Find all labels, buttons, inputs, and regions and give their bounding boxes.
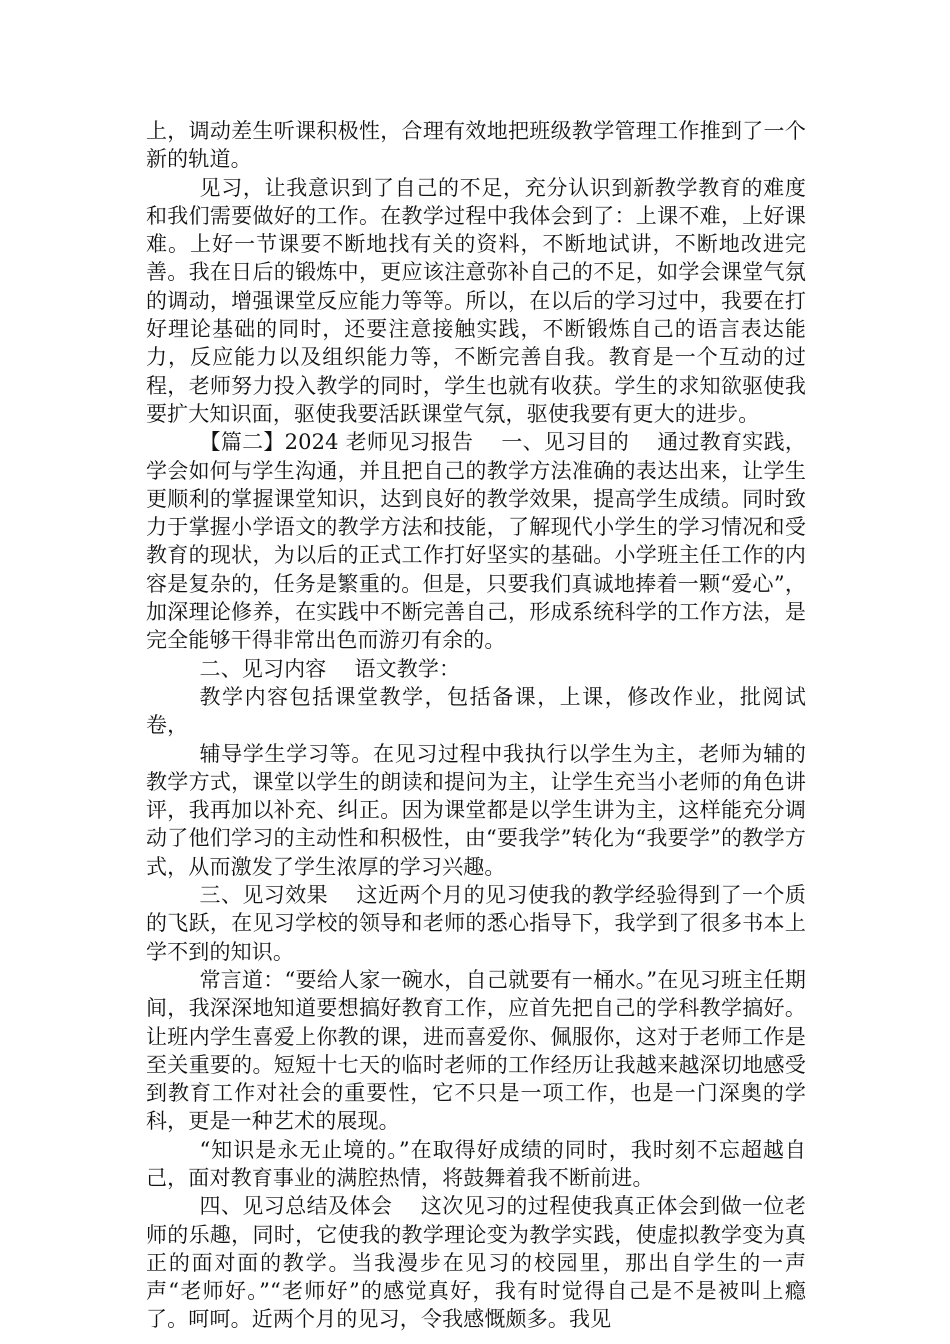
paragraph-7: 三、见习效果 这近两个月的见习使我的教学经验得到了一个质的飞跃，在见习学校的领导和老师的悉心指导下，我学到了很多书本上学不到的知识。 xyxy=(146,883,806,964)
paragraph-8: 常言道：“要给人家一碗水，自己就要有一桶水。”在见习班主任期间，我深深地知道要想搞好教育工作，应首先把自己的学科教学搞好。让班内学生喜爱上你教的课，进而喜爱你、佩服你，这对于老师工作是至关重要的。短短十七天的临时老师的工作经历让我越来越深切地感受到教育工作对社会的重要性，它不只是一项工作，也是一门深奥的学科，更是一种艺术的展现。 xyxy=(146,967,806,1134)
paragraph-9: “知识是永无止境的。”在取得好成绩的同时，我时刻不忘超越自己，面对教育事业的满腔热情，将鼓舞着我不断前进。 xyxy=(146,1137,806,1190)
paragraph-1: 上，调动差生听课积极性，合理有效地把班级教学管理工作推到了一个新的轨道。 xyxy=(146,119,806,172)
paragraph-5: 教学内容包括课堂教学，包括备课，上课，修改作业，批阅试卷， xyxy=(146,684,806,738)
paragraph-3: 【篇二】2024 老师见习报告 一、见习目的 通过教育实践，学会如何与学生沟通，并且把自己的教学方法准确的表达出来，让学生更顺利的掌握课堂知识，达到良好的教学效果，提高学生成绩。同时致力于掌握小学语文的教学方法和技能，了解现代小学生的学习情况和受教育的现状，为以后的正式工作打好坚实的基础。小学班主任工作的内容是复杂的，任务是繁重的。但是，只要我们真诚地捧着一颗“爱心”，加深理论修养，在实践中不断完善自己，形成系统科学的工作方法，是完全能够干得非常出色而游刃有余的。 xyxy=(146,430,806,653)
document-body xyxy=(146,117,806,1334)
paragraph-10: 四、见习总结及体会 这次见习的过程使我真正体会到做一位老师的乐趣，同时，它使我的教学理论变为教学实践，使虚拟教学变为真正的面对面的教学。当我漫步在见习的校园里，那出自学生的一声声“老师好。”“老师好”的感觉真好，我有时觉得自己是不是被叫上瘾了。呵呵。近两个月的见习，令我感慨颇多。我见 xyxy=(146,1194,806,1332)
paragraph-6: 辅导学生学习等。在见习过程中我执行以学生为主，老师为辅的教学方式，课堂以学生的朗读和提问为主，让学生充当小老师的角色讲评，我再加以补充、纠正。因为课堂都是以学生讲为主，这样能充分调动了他们学习的主动性和积极性，由“要我学”转化为“我要学”的教学方式，从而激发了学生浓厚的学习兴趣。 xyxy=(146,741,806,879)
paragraph-2: 见习，让我意识到了自己的不足，充分认识到新教学教育的难度和我们需要做好的工作。在教学过程中我体会到了：上课不难，上好课难。上好一节课要不断地找有关的资料，不断地试讲，不断地改进完善。我在日后的锻炼中，更应该注意弥补自己的不足，如学会课堂气氛的调动，增强课堂反应能力等等。所以，在以后的学习过中，我要在打好理论基础的同时，还要注意接触实践，不断锻炼自己的语言表达能力，反应能力以及组织能力等，不断完善自我。教育是一个互动的过程，老师努力投入教学的同时，学生也就有收获。学生的求知欲驱使我要扩大知识面，驱使我要活跃课堂气氛，驱使我要有更大的进步。 xyxy=(146,175,806,426)
paragraph-4: 二、见习内容 语文教学： xyxy=(199,656,461,681)
